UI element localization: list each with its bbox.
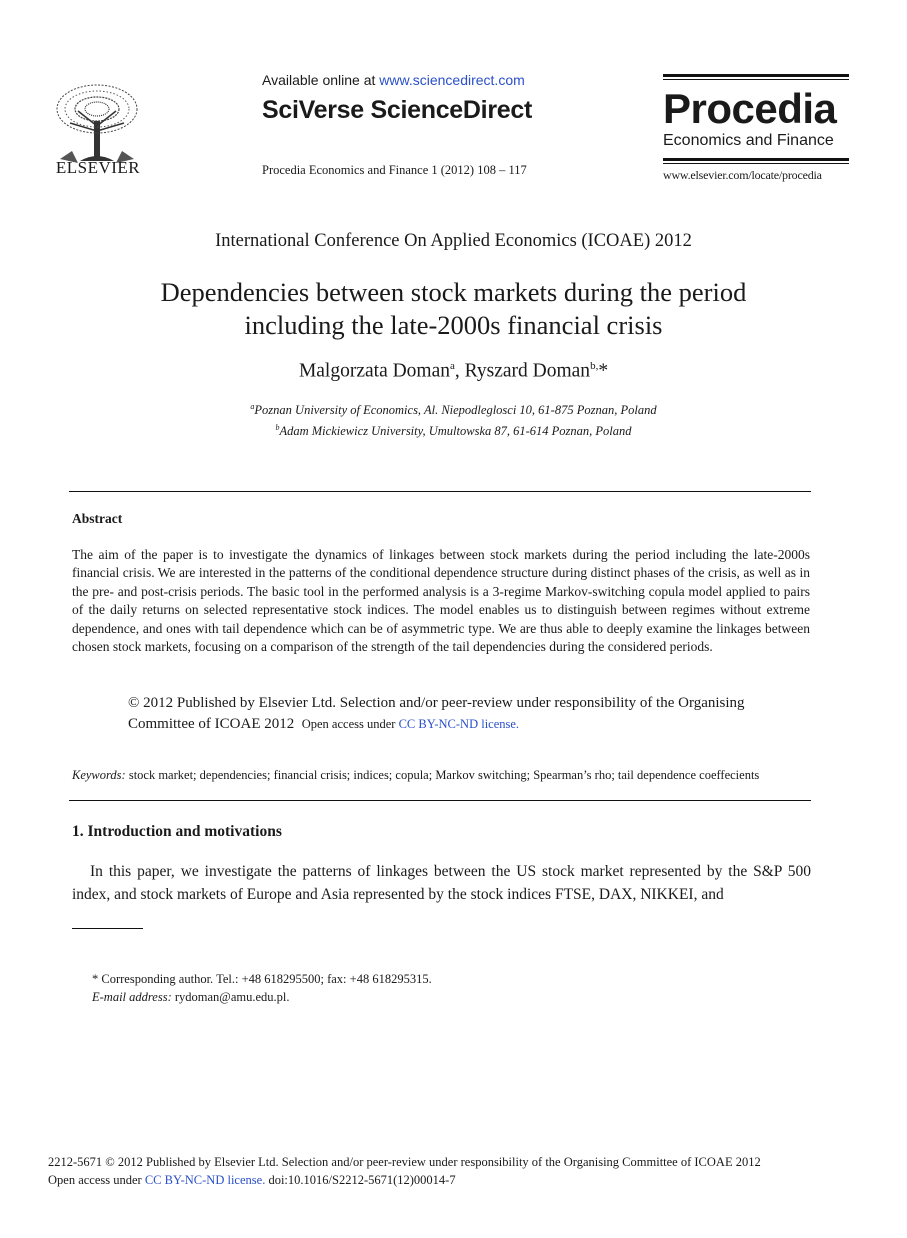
divider-top (69, 491, 811, 492)
keywords (72, 768, 817, 783)
journal-reference: Procedia Economics and Finance 1 (2012) 108 – 117 (262, 163, 527, 177)
author-separator: , (454, 360, 465, 382)
footer-line-2 (48, 1172, 868, 1190)
title-line-1: Dependencies between stock markets during the period (160, 277, 747, 307)
author-list (0, 360, 907, 383)
journal-logo (663, 74, 849, 183)
footer-oa-prefix: Open access under (48, 1172, 145, 1187)
journal-logo-subtitle: Economics and Finance (663, 132, 834, 149)
footnote-rule (72, 928, 143, 929)
section-heading: 1. Introduction and motivations (72, 823, 282, 840)
affiliation-a (0, 398, 907, 419)
open-access-prefix: Open access under (301, 717, 399, 731)
email-label: E-mail address: (92, 989, 172, 1004)
affiliation-a-text: Poznan University of Economics, Al. Niepodleglosci 10, 61-875 Poznan, Poland (254, 403, 657, 418)
journal-url[interactable]: www.elsevier.com/locate/procedia (663, 168, 822, 182)
copyright-notice (128, 693, 768, 735)
available-online (262, 72, 525, 88)
logo-rule-top-thin (663, 79, 849, 80)
corresponding-author-note: * Corresponding author. Tel.: +48 618295500; fax: +48 618295315. (92, 972, 432, 986)
publisher-name: ELSEVIER (55, 158, 141, 177)
logo-rule-bottom-thin (663, 163, 849, 164)
affiliation-b-text: Adam Mickiewicz University, Umultowska 87, 61-614 Poznan, Poland (279, 424, 632, 439)
keywords-text: stock market; dependencies; financial crisis; indices; copula; Markov switching; Spearman’s rho; tail dependence coeffecients (125, 768, 760, 782)
abstract-text: The aim of the paper is to investigate the dynamics of linkages between stock markets during the period including the late-2000s financial crisis. We are interested in the patterns of the conditional dependence structure during distinct phases of the crisis, as well as in the pre- and post-crisis periods. The basic tool in the performed analysis is a 3-regime Markov-switching copula model applied to pairs of the daily returns on selected representative stock indices. The model enables us to distinguish between regimes without extreme dependence, and ones with tail dependence which can be of asymmetric type. We are thus able to deeply examine the linkages between chosen stock markets, focusing on a comparison of the strength of the tail dependencies during the considered periods. (72, 547, 810, 655)
divider-bottom (69, 800, 811, 801)
author-2-affil: b, (590, 360, 599, 372)
conference-name: International Conference On Applied Economics (ICOAE) 2012 (215, 231, 692, 251)
author-2: Ryszard Doman (464, 360, 591, 382)
logo-rule-top (663, 74, 849, 77)
page-footer (48, 1154, 868, 1189)
affiliation-b (0, 419, 907, 440)
author-1: Malgorzata Doman (298, 360, 451, 382)
copyright-text: © 2012 Published by Elsevier Ltd. Selection and/or peer-review under responsibility of the Organising Committee of ICOAE 2012 (128, 695, 745, 732)
abstract-heading: Abstract (72, 511, 123, 526)
logo-rule-bottom (663, 158, 849, 161)
footer-line-1: 2212-5671 © 2012 Published by Elsevier Ltd. Selection and/or peer-review under responsibility of the Organising Committee of ICOAE 2012 (48, 1155, 761, 1169)
sciencedirect-link[interactable]: www.sciencedirect.com (379, 72, 525, 88)
email-address[interactable]: rydoman@amu.edu.pl. (171, 989, 290, 1004)
affiliation-a-mark: a (250, 402, 255, 411)
keywords-label: Keywords: (72, 768, 126, 782)
journal-logo-title: Procedia (663, 85, 837, 132)
license-link[interactable]: CC BY-NC-ND license. (398, 717, 520, 731)
section-text: In this paper, we investigate the patterns of linkages between the US stock market represented by the S&P 500 index, and stock markets of Europe and Asia represented by the stock indices FTSE, DAX, NIKKEI, and (72, 863, 811, 903)
corresponding-mark: * (598, 360, 609, 382)
author-1-affil: a (450, 360, 455, 372)
footnotes (92, 971, 432, 1006)
email-note (92, 989, 432, 1007)
platform-name: SciVerse ScienceDirect (262, 96, 532, 124)
footer-doi: doi:10.1016/S2212-5671(12)00014-7 (265, 1172, 456, 1187)
affiliations (0, 398, 907, 440)
available-prefix: Available online at (262, 72, 380, 88)
footer-license-link[interactable]: CC BY-NC-ND license. (144, 1172, 266, 1187)
affiliation-b-mark: b (275, 423, 280, 433)
title-line-2: including the late-2000s financial crisis (244, 310, 663, 340)
paper-title (0, 276, 907, 342)
